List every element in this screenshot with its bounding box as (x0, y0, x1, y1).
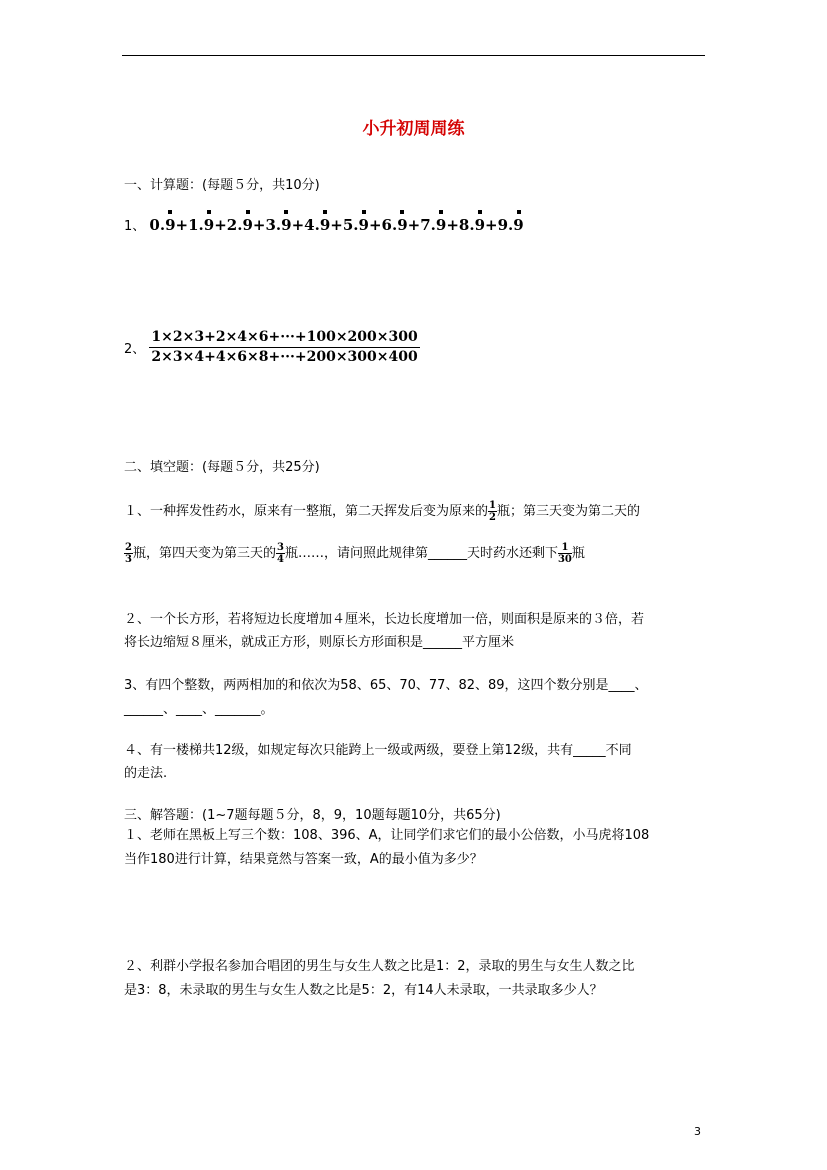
repeating-digit: 9 (319, 216, 331, 234)
s2-q2-line2: 将长边缩短８厘米，就成正方形，则原长方形面积是______平方厘米 (124, 635, 515, 650)
decimal-term (343, 216, 369, 234)
section1-heading: 一、计算题：(每题５分，共10分) (124, 178, 320, 193)
s2-q1-text-a: １、一种挥发性药水，原来有一整瓶，第二天挥发后变为原来的 (124, 504, 489, 519)
decimal-integer-part: 0. (149, 216, 166, 234)
repeating-digit: 9 (435, 216, 447, 234)
s2-q1-text-c: 瓶，第四天变为第三天的 (132, 546, 276, 561)
decimal-term (265, 216, 291, 234)
fraction-numerator: 1 (558, 542, 572, 554)
s2-q1-line1 (124, 500, 640, 523)
s2-q4-line2: 的走法. (124, 766, 168, 781)
plus-sign: + (485, 216, 498, 234)
section2-heading: 二、填空题：(每题５分，共25分) (124, 460, 320, 475)
repeating-digit: 9 (281, 216, 292, 234)
s3-q2-line1: ２、利群小学报名参加合唱团的男生与女生人数之比是1：2，录取的男生与女生人数之比 (124, 959, 635, 974)
page-title: 小升初周周练 (362, 119, 465, 139)
plus-sign: + (291, 216, 305, 234)
s1-q2 (124, 328, 420, 367)
s2-q1-text-b: 瓶；第三天变为第二天的 (496, 504, 640, 519)
repeating-digit: 9 (203, 216, 215, 234)
repeating-digit: 9 (358, 216, 369, 234)
s2-q3-line1: 3、有四个整数，两两相加的和依次为58、65、70、77、82、89，这四个数分别是____、 (124, 678, 648, 693)
decimal-term (227, 216, 253, 234)
decimal-integer-part: 5. (342, 216, 359, 234)
repeating-digit: 9 (242, 216, 253, 234)
decimal-integer-part: 2. (226, 216, 243, 234)
decimal-term (149, 216, 175, 234)
decimal-term (382, 216, 408, 234)
plus-sign: + (368, 216, 382, 234)
decimal-integer-part: 9. (497, 216, 514, 234)
decimal-integer-part: 6. (381, 216, 398, 234)
repeating-decimal-sum (149, 216, 523, 234)
s1-q2-denominator: 2×3×4+4×6×8+···+200×300×400 (151, 349, 418, 365)
s1-q2-numerator: 1×2×3+2×4×6+···+100×200×300 (149, 328, 419, 348)
fraction-denominator: 2 (489, 512, 496, 523)
repeating-digit: 9 (397, 216, 408, 234)
decimal-integer-part: 7. (420, 216, 436, 234)
section3-heading: 三、解答题：(1~7题每题５分，8，9，10题每题10分，共65分) (124, 808, 501, 823)
header-rule (122, 55, 705, 56)
fraction-two-thirds (124, 542, 133, 565)
decimal-integer-part: 4. (304, 216, 320, 234)
s1-q1 (124, 215, 524, 234)
s2-q2-line1: ２、一个长方形，若将短边长度增加４厘米，长边长度增加一倍，则面积是原来的３倍，若 (124, 612, 645, 627)
s3-q1-line2: 当作180进行计算，结果竟然与答案一致，A的最小值为多少？ (124, 852, 483, 867)
fraction-denominator: 3 (125, 554, 132, 565)
plus-sign: + (407, 216, 421, 234)
decimal-term (188, 216, 214, 234)
fraction-denominator: 4 (276, 554, 284, 565)
decimal-term (420, 216, 446, 234)
s1-q2-fraction (149, 328, 419, 367)
decimal-integer-part: 3. (265, 216, 282, 234)
page-number: 3 (694, 1125, 701, 1138)
fraction-one-thirtieth (558, 542, 572, 565)
plus-sign: + (214, 216, 227, 234)
s3-q2-line2: 是3：8，未录取的男生与女生人数之比是5：2，有14人未录取，一共录取多少人？ (124, 983, 603, 998)
fraction-numerator: 2 (125, 542, 132, 553)
fraction-three-quarters (276, 542, 285, 565)
s2-q3-line2: ______、____、_______。 (124, 702, 274, 717)
decimal-integer-part: 1. (188, 216, 204, 234)
plus-sign: + (446, 216, 459, 234)
plus-sign: + (252, 216, 266, 234)
s1-q1-number: 1、 (124, 219, 146, 234)
s3-q1-line1: １、老师在黑板上写三个数：108、396、A，让同学们求它们的最小公倍数，小马虎将108 (124, 828, 650, 843)
s2-q4-line1: ４、有一楼梯共12级，如规定每次只能跨上一级或两级，要登上第12级，共有_____不同 (124, 743, 632, 758)
repeating-digit: 9 (513, 216, 524, 234)
decimal-term (304, 216, 330, 234)
plus-sign: + (330, 216, 343, 234)
decimal-term (459, 216, 485, 234)
s2-q1-text-d: 瓶……，请问照此规律第______天时药水还剩下 (284, 546, 558, 561)
decimal-integer-part: 8. (458, 216, 475, 234)
repeating-digit: 9 (165, 216, 176, 234)
s2-q1-line2 (124, 542, 585, 565)
fraction-one-half (488, 500, 497, 523)
s2-q1-text-e: 瓶 (571, 546, 585, 561)
fraction-numerator: 1 (489, 500, 496, 511)
s1-q2-number: 2、 (124, 342, 146, 357)
decimal-term (498, 216, 524, 234)
fraction-denominator: 30 (557, 554, 572, 565)
fraction-numerator: 3 (276, 542, 284, 553)
plus-sign: + (175, 216, 189, 234)
repeating-digit: 9 (474, 216, 486, 234)
